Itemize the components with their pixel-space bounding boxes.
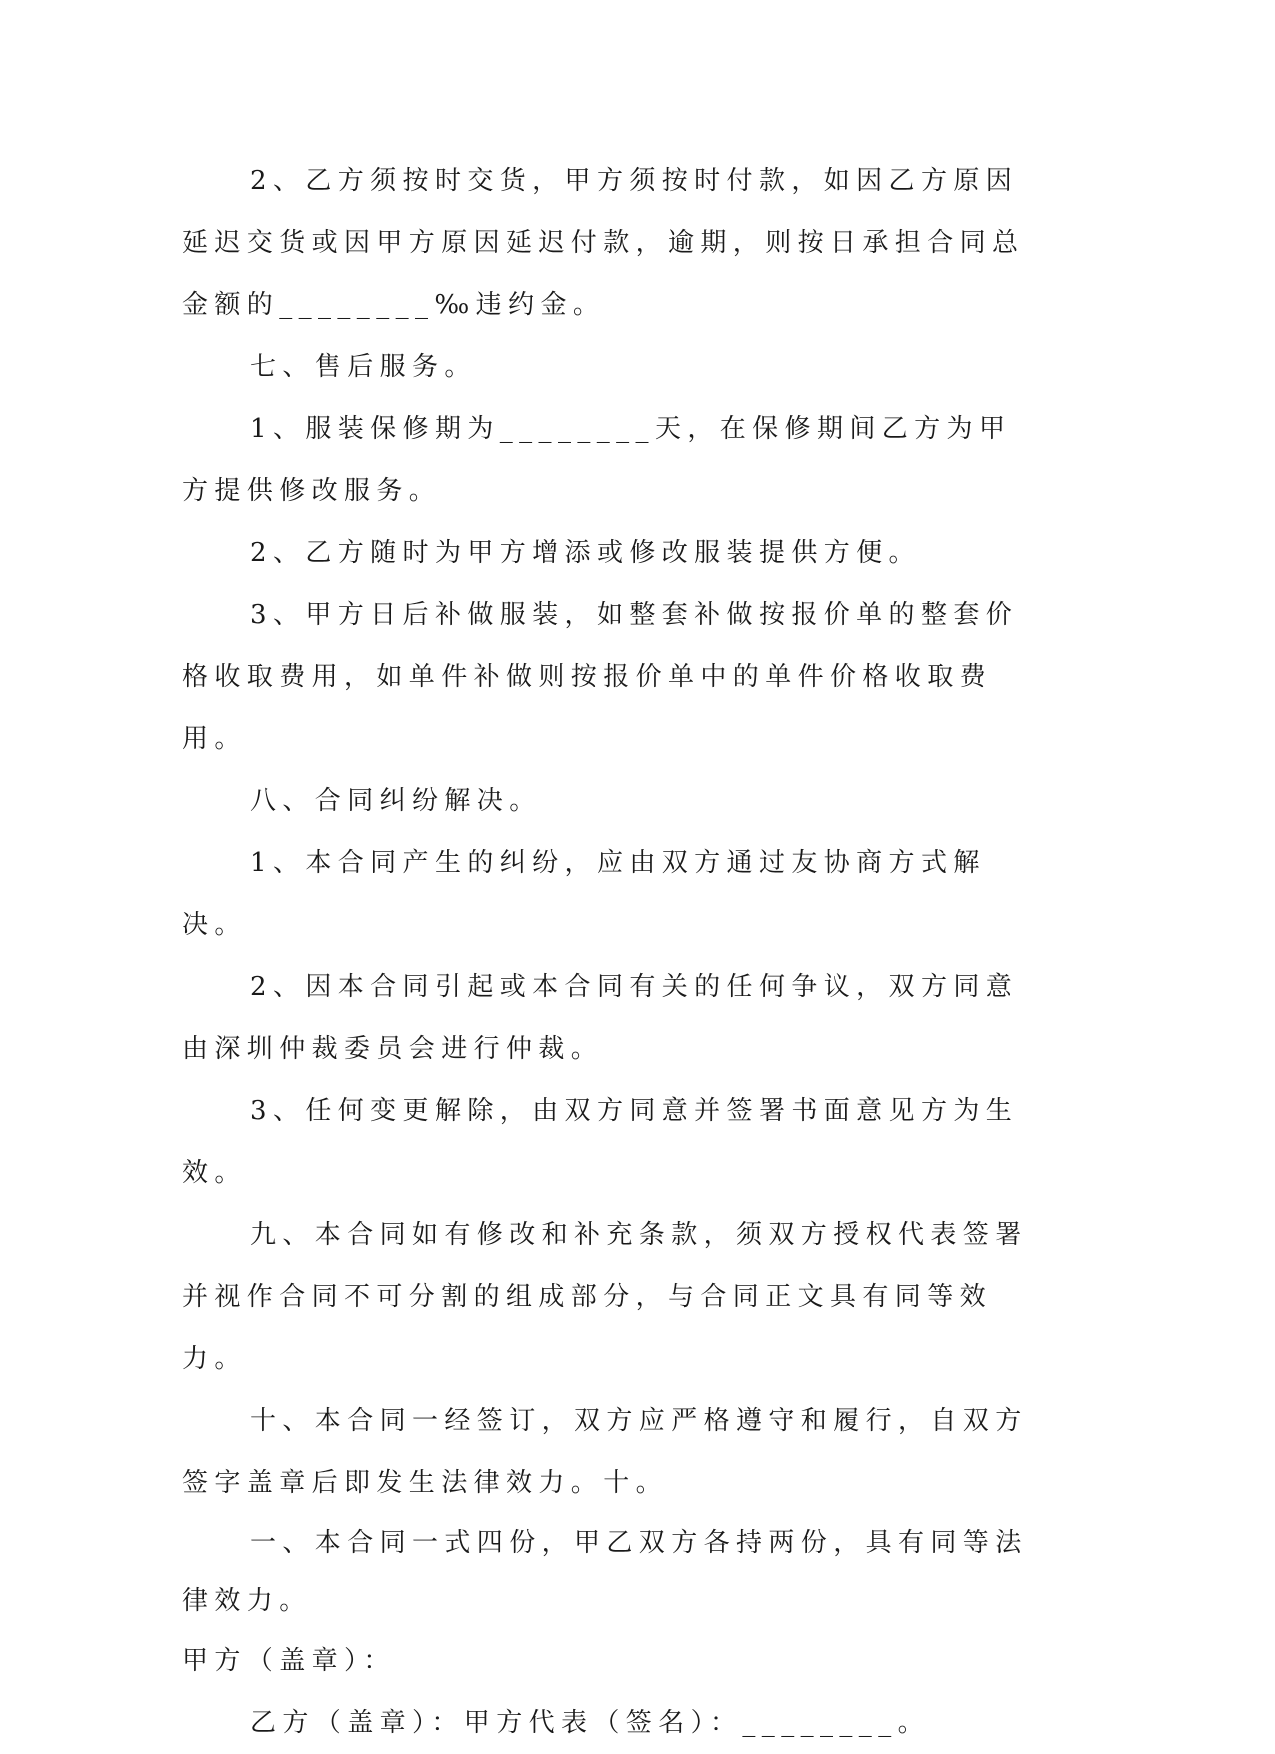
clause-additions-service: 2、乙方随时为甲方增添或修改服装提供方便。: [250, 538, 921, 568]
clause-dispute-negotiation: 1、本合同产生的纠纷，应由双方通过友协商方式解决。: [182, 848, 986, 940]
section-amendments: 九、本合同如有修改和补充条款，须双方授权代表签署并视作合同不可分割的组成部分，与合同正文具有同等效力。: [182, 1220, 1028, 1374]
clause-copies: 一、本合同一式四份，甲乙双方各持两份，具有同等法律效力。: [182, 1528, 1028, 1616]
document-page: [182, 150, 1042, 1754]
clause-delivery-payment: 2、乙方须按时交货，甲方须按时付款，如因乙方原因延迟交货或因甲方原因延迟付款，逾期，则按日承担合同总金额的________‰违约金。: [182, 166, 1025, 320]
section-effectiveness: 十、本合同一经签订，双方应严格遵守和履行，自双方签字盖章后即发生法律效力。十。: [182, 1406, 1028, 1498]
party-a-seal-label: 甲方（盖章）：: [182, 1646, 396, 1676]
clause-supplement-pricing: 3、甲方日后补做服装，如整套补做按报价单的整套价格收取费用，如单件补做则按报价单中的单件价格收取费用。: [182, 600, 1019, 754]
section-after-sales-heading: 七、售后服务。: [250, 352, 477, 382]
clause-changes: 3、任何变更解除，由双方同意并签署书面意见方为生效。: [182, 1096, 1019, 1188]
section-dispute-heading: 八、合同纠纷解决。: [250, 786, 542, 816]
clause-dispute-arbitration: 2、因本合同引起或本合同有关的任何争议，双方同意由深圳仲裁委员会进行仲裁。: [182, 972, 1019, 1064]
clause-warranty-period: 1、服装保修期为________天，在保修期间乙方为甲方提供修改服务。: [182, 414, 1012, 506]
signature-line: 乙方（盖章）：甲方代表（签名）：________。: [250, 1708, 931, 1738]
